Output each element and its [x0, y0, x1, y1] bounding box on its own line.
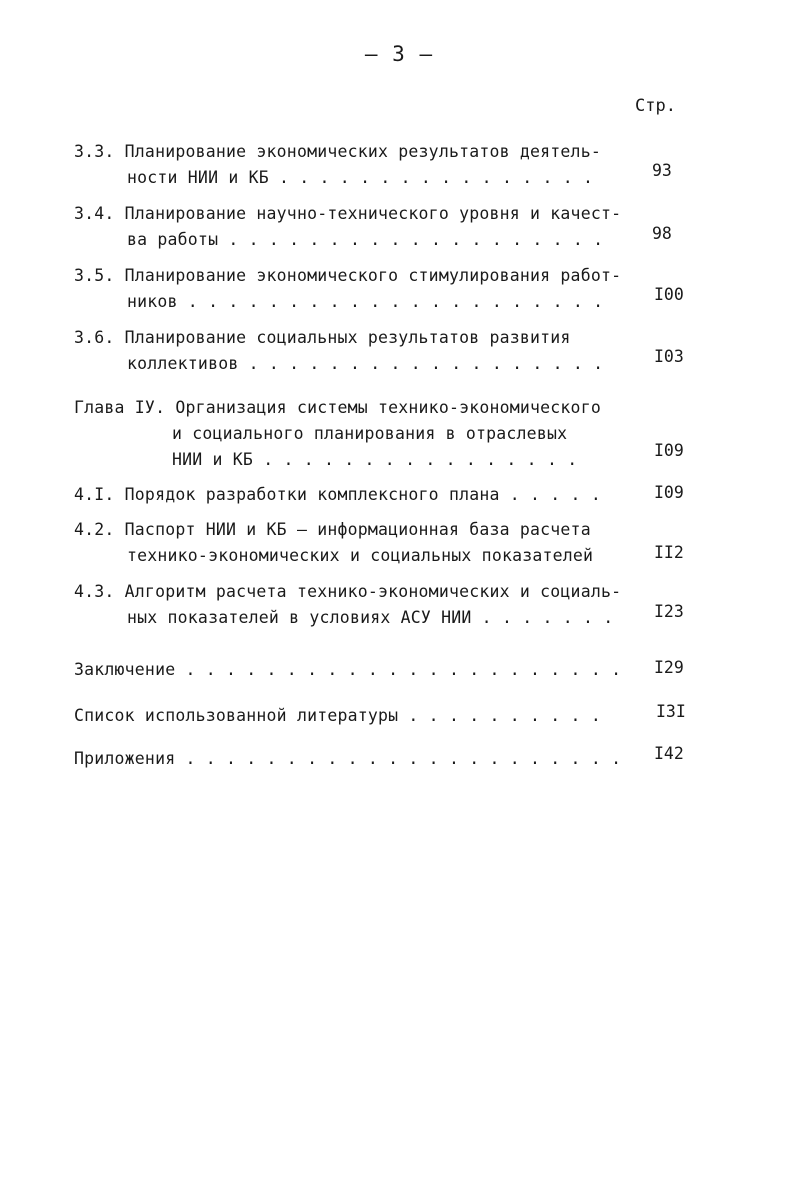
toc-entry-line: 3.4. Планирование научно-технического уровня и качест-: [74, 204, 622, 223]
toc-page-number: I23: [654, 602, 684, 621]
toc-page-number: I09: [654, 441, 684, 460]
toc-entry-line: ных показателей в условиях АСУ НИИ . . . . . . .: [127, 608, 614, 627]
toc-entry-line: ности НИИ и КБ . . . . . . . . . . . . . . . .: [127, 168, 594, 187]
toc-entry-line: 4.2. Паспорт НИИ и КБ – информационная база расчета: [74, 520, 591, 539]
toc-page-number: I00: [654, 285, 684, 304]
toc-page-number: 98: [652, 224, 672, 243]
toc-entry-line: Приложения . . . . . . . . . . . . . . . . . . . . . .: [74, 749, 622, 768]
toc-page-number: I3I: [656, 702, 686, 721]
page-column-header: Стр.: [635, 96, 676, 116]
toc-entry-line: 4.I. Порядок разработки комплексного плана . . . . .: [74, 485, 601, 504]
toc-entry-line: Заключение . . . . . . . . . . . . . . . . . . . . . .: [74, 660, 622, 679]
toc-page-number: I42: [654, 744, 684, 763]
toc-entry-line: Глава IУ. Организация системы технико-экономического: [74, 398, 601, 417]
toc-entry-line: 3.6. Планирование социальных результатов развития: [74, 328, 571, 347]
toc-entry-line: 4.3. Алгоритм расчета технико-экономических и социаль-: [74, 582, 622, 601]
toc-entry-line: коллективов . . . . . . . . . . . . . . . . . .: [127, 354, 604, 373]
toc-entry-line: ников . . . . . . . . . . . . . . . . . . . . .: [127, 292, 604, 311]
toc-page-number: I29: [654, 658, 684, 677]
toc-page-number: II2: [654, 543, 684, 562]
toc-entry-line: ва работы . . . . . . . . . . . . . . . . . . .: [127, 230, 604, 249]
toc-entry-line: Список использованной литературы . . . . . . . . . .: [74, 706, 601, 725]
toc-page-number: I03: [654, 347, 684, 366]
toc-page-number: I09: [654, 483, 684, 502]
toc-entry-line: технико-экономических и социальных показателей: [127, 546, 594, 565]
toc-entry-line: НИИ и КБ . . . . . . . . . . . . . . . .: [172, 450, 578, 469]
page-number: – 3 –: [364, 42, 434, 66]
toc-entry-line: и социального планирования в отраслевых: [172, 424, 568, 443]
toc-page-number: 93: [652, 161, 672, 180]
toc-entry-line: 3.5. Планирование экономического стимулирования работ-: [74, 266, 622, 285]
toc-entry-line: 3.3. Планирование экономических результатов деятель-: [74, 142, 601, 161]
